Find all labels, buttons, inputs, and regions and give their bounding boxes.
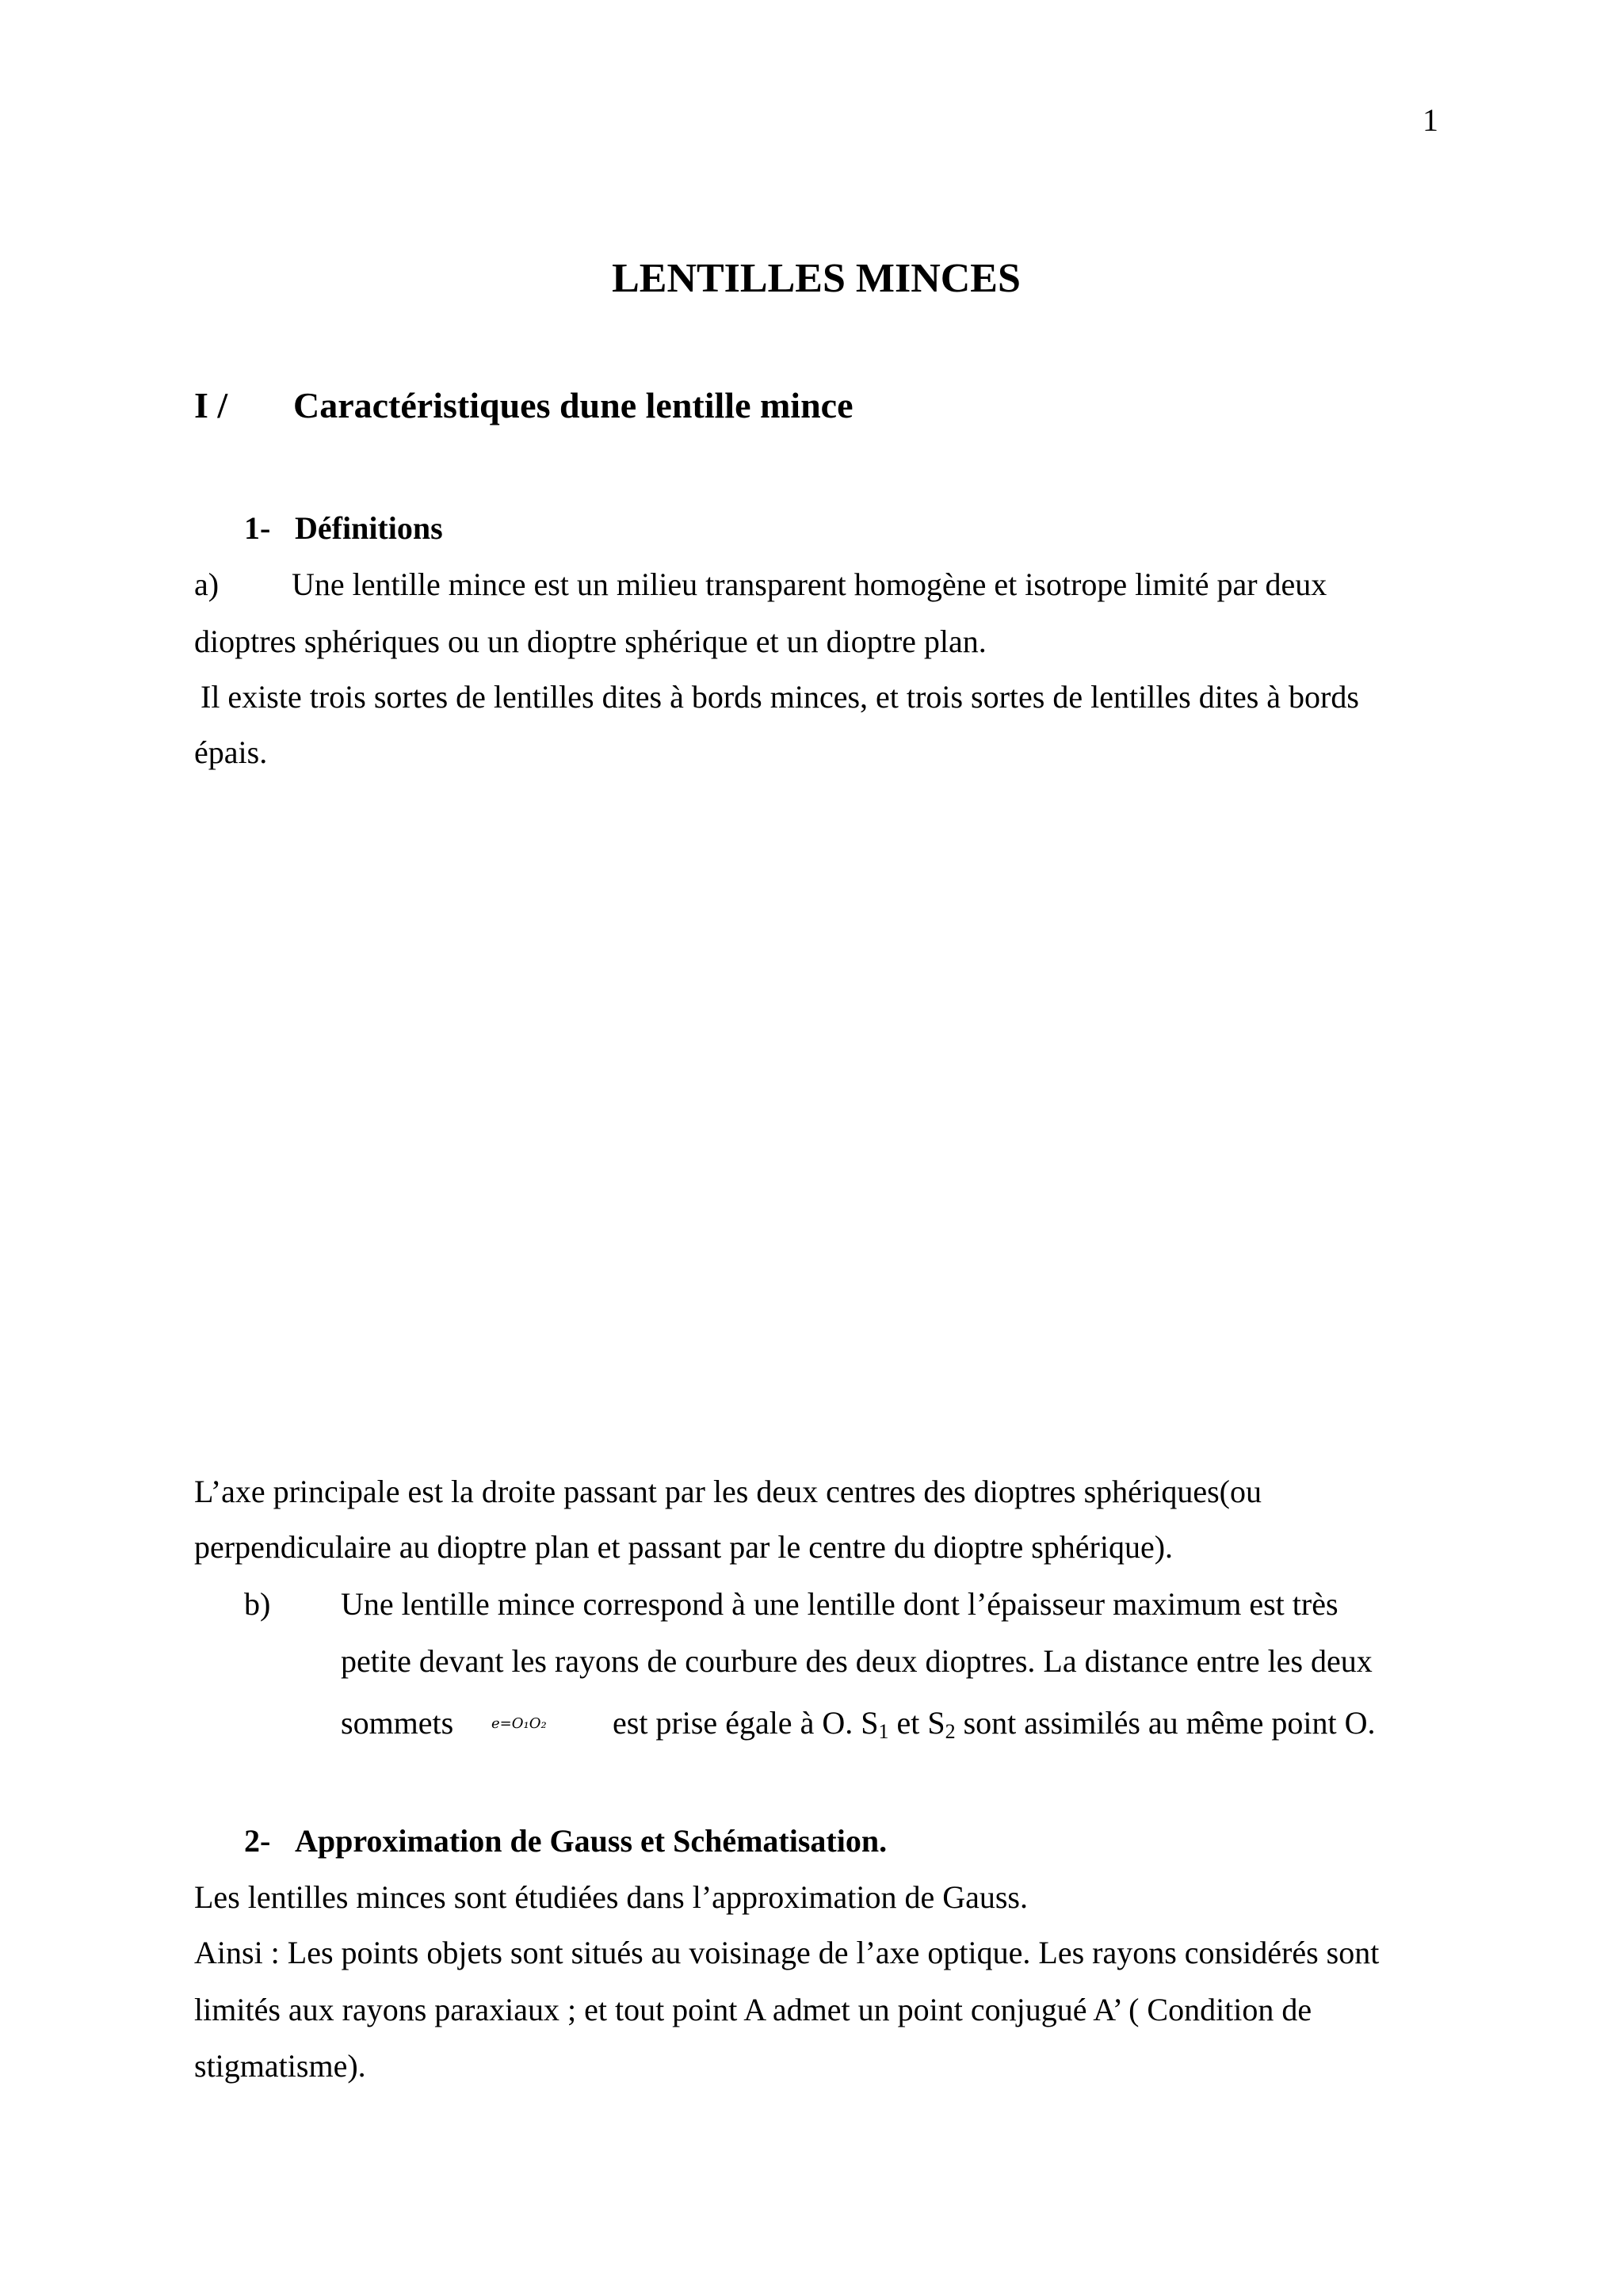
gauss-line-4: stigmatisme). xyxy=(194,2048,366,2084)
item-b-line-2: petite devant les rayons de courbure des deux dioptres. La distance entre les deux xyxy=(341,1643,1373,1679)
s1-subscript: 1 xyxy=(878,1720,889,1743)
gauss-line-1: Les lentilles minces sont étudiées dans l’approximation de Gauss. xyxy=(194,1879,1028,1915)
axe-principal-line-1: L’axe principale est la droite passant par les deux centres des dioptres sphériques(ou xyxy=(194,1474,1262,1509)
thickness-formula: e=O₁O₂ xyxy=(491,1715,547,1732)
item-b-line-3-end: est prise égale à O. $S_1$ et $S_2$ sont assimilés au même point O. xyxy=(613,1705,1376,1743)
item-a-line-2: dioptres sphériques ou un dioptre sphérique et un dioptre plan. xyxy=(194,624,987,659)
subsection-2-number: 2- xyxy=(244,1823,271,1859)
axe-principal-line-2: perpendiculaire au dioptre plan et passant par le centre du dioptre sphérique). xyxy=(194,1529,1174,1565)
paragraph-sorts-line-2: épais. xyxy=(194,734,268,770)
s2-subscript: 2 xyxy=(945,1720,956,1743)
subsection-1-number: 1- xyxy=(244,510,271,546)
section-number: I / xyxy=(194,385,228,425)
page-number: 1 xyxy=(1423,102,1438,138)
item-a-marker: a) xyxy=(194,566,220,602)
item-a-line-1: Une lentille mince est un milieu transparent homogène et isotrope limité par deux xyxy=(292,566,1327,602)
document-title: LENTILLES MINCES xyxy=(612,256,1021,301)
subsection-1-title: Définitions xyxy=(295,510,443,546)
item-b-line-3-start: sommets xyxy=(341,1705,454,1741)
paragraph-sorts-line-1: Il existe trois sortes de lentilles dites à bords minces, et trois sortes de lentilles dites à bords xyxy=(200,679,1359,715)
subsection-2-title: Approximation de Gauss et Schématisation. xyxy=(295,1823,888,1859)
item-b-line-1: Une lentille mince correspond à une lentille dont l’épaisseur maximum est très xyxy=(341,1586,1338,1622)
item-b-marker: b) xyxy=(244,1586,271,1622)
gauss-line-2: Ainsi : Les points objets sont situés au voisinage de l’axe optique. Les rayons considérés sont xyxy=(194,1935,1380,1970)
section-title: Caractéristiques dune lentille mince xyxy=(293,385,854,425)
gauss-line-3: limités aux rayons paraxiaux ; et tout point A admet un point conjugué A’ ( Condition de xyxy=(194,1992,1312,2027)
